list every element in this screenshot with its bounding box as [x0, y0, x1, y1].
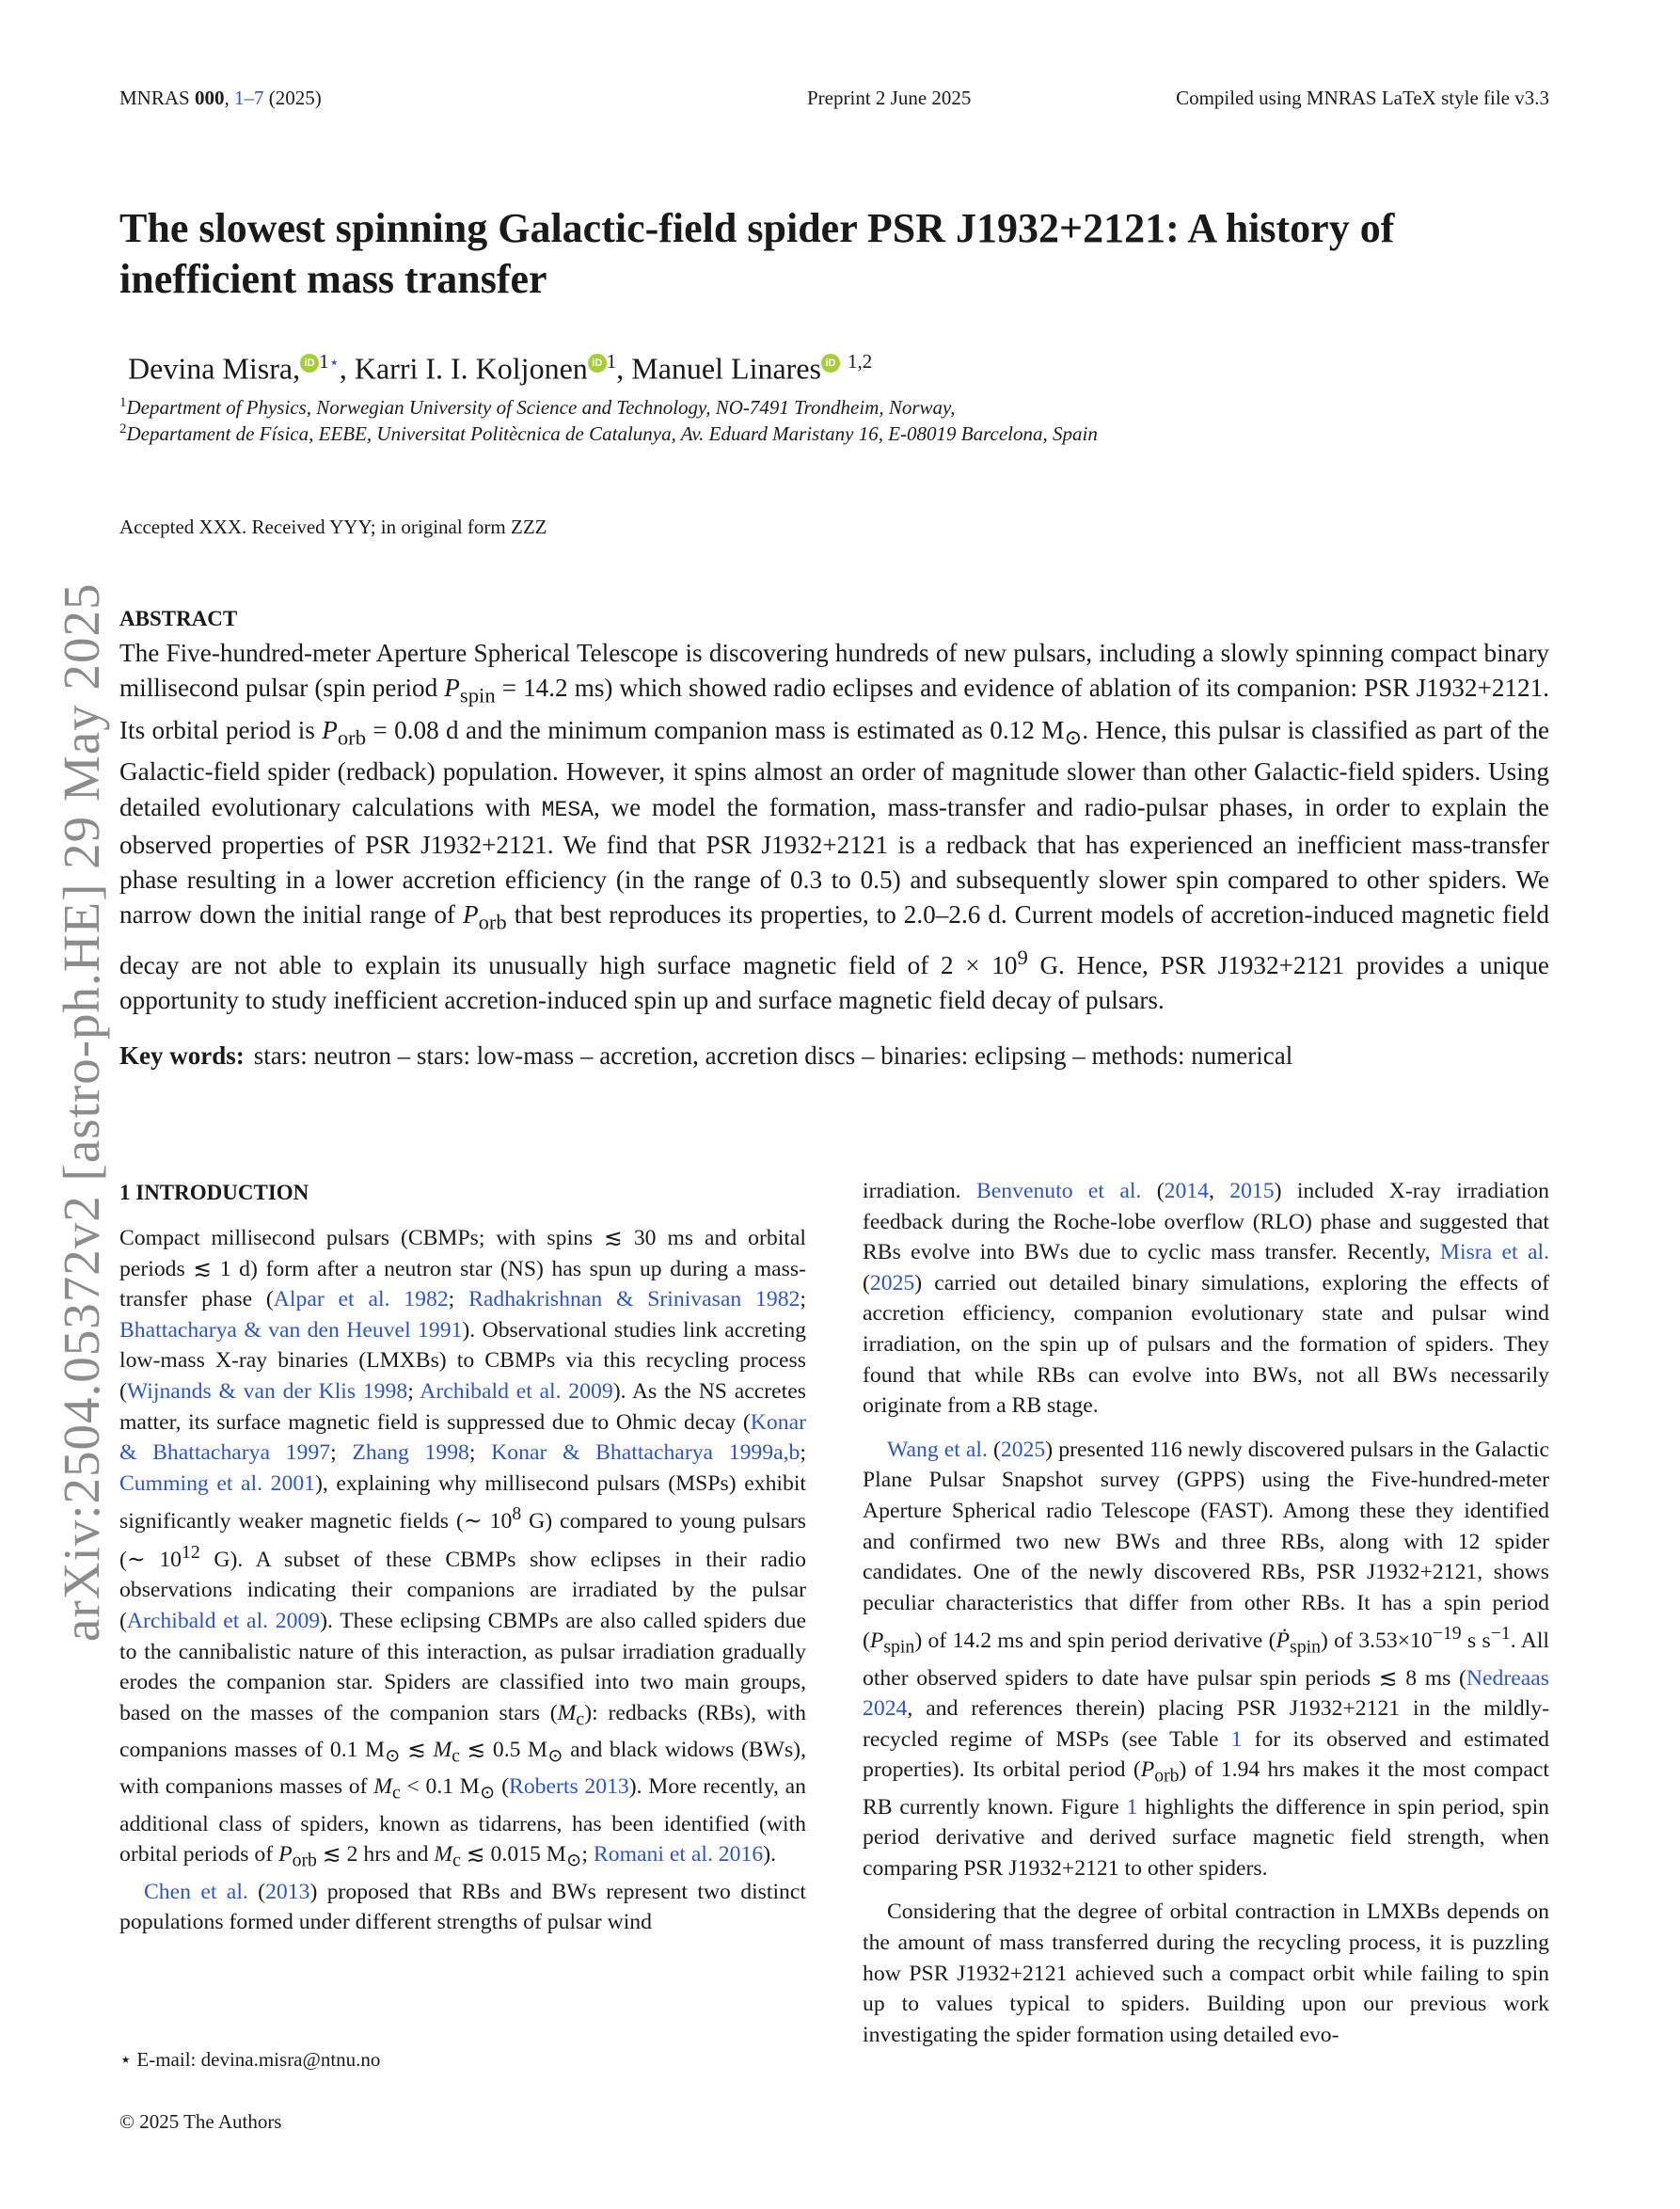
footnote-email: ⋆ E-mail: devina.misra@ntnu.no	[119, 2048, 381, 2071]
accepted-line: Accepted XXX. Received YYY; in original form ZZZ	[119, 516, 547, 538]
author-name: Manuel Linares	[631, 351, 821, 386]
affiliation-1: $^1$Department of Physics, Norwegian University of Science and Technology, NO-7491 Trondheim, Norway,	[119, 395, 956, 419]
intro-right-column: irradiation. Benvenuto et al. (2014, 2015) included X-ray irradiation feedback during the Roche-lobe overflow (RLO) phase and suggested that RBs evolve into BWs due to cyclic mass transfer. Recently, Misra et al. (2025) carried out detailed binary simulations, exploring the effects of accretion efficiency, companion evolutionary state and pulsar wind irradiation, on the spin up of pulsars and the formation of spiders. They found that while RBs can evolve into BWs, not all BWs necessarily originate from a RB stage. Wang et al. (2025) presented 116 newly discovered pulsars in the Galactic Plane Pulsar Snapshot survey (GPPS) using the Five-hundred-meter Aperture Spherical radio Telescope (FAST). Among these they identified and confirmed two new BWs and three RBs, along with 12 spider candidates. One of the newly discovered RBs, PSR J1932+2121, shows peculiar characteristics that differ from other RBs. It has a spin period $(P_{spin})$ of 14.2 ms and spin period derivative (Ṗ$_{spin}$) of $3.53\times 10^{-19}$ s $s^{-1}$. All other observed spiders to date have pulsar spin periods ≲ 8 ms (Nedreaas 2024, and references therein) placing PSR J1932+2121 in the mildly-recycled regime of MSPs (see Table 1 for its observed and estimated properties). Its orbital period $(P_{orb})$ of 1.94 hrs makes it the most compact RB currently known. Figure 1 highlights the difference in spin period, spin period derivative and derived surface magnetic field strength, when comparing PSR J1932+2121 to other spiders. Considering that the degree of orbital contraction in LMXBs depends on the amount of mass transferred during the recycling process, it is puzzling how PSR J1932+2121 achieved such a compact orbit while failing to spin up to values typical to spiders. Building upon our previous work investigating the spider formation using detailed evo-	[863, 1179, 1550, 2047]
author-name: Devina Misra,	[128, 351, 301, 386]
author-name: Karri I. I. Koljonen	[354, 351, 588, 386]
orcid-icon[interactable]: iD	[300, 354, 319, 373]
page-range-link[interactable]: 1–7	[233, 87, 264, 109]
section-heading-introduction: 1 INTRODUCTION	[119, 1181, 309, 1204]
abstract-body: The Five-hundred-meter Aperture Spherical Telescope is discovering hundreds of new pulsars, including a slowly spinning compact binary millisecond pulsar (spin period $P_{spin} = 14.2$ ms) which showed radio eclipses and evidence of ablation of its companion: PSR J1932+2121. Its orbital period is $P_{orb} = 0.08$ d and the minimum companion mass is estimated as 0.12 $M_⊙$. Hence, this pulsar is classified as part of the Galactic-field spider (redback) population. However, it spins almost an order of magnitude slower than other Galactic-field spiders. Using detailed evolutionary calculations with MESA, we model the formation, mass-transfer and radio-pulsar phases, in order to explain the observed properties of PSR J1932+2121. We find that PSR J1932+2121 is a redback that has experienced an inefficient mass-transfer phase resulting in a lower accretion efficiency (in the range of 0.3 to 0.5) and subsequently slower spin compared to other spiders. We narrow down the initial range of $P_{orb}$ that best reproduces its properties, to 2.0–2.6 d. Current models of accretion-induced magnetic field decay are not able to explain its unusually high surface magnetic field of $2 \times 10^9$ G. Hence, PSR J1932+2121 provides a unique opportunity to study inefficient accretion-induced spin up and surface magnetic field decay of pulsars.	[119, 639, 1550, 1015]
orcid-icon[interactable]: iD	[588, 354, 607, 373]
abstract-heading: ABSTRACT	[119, 607, 238, 630]
preprint-date: Preprint 2 June 2025	[807, 87, 972, 109]
copyright: © 2025 The Authors	[119, 2110, 282, 2133]
intro-left-column: Compact millisecond pulsars (CBMPs; with spins ≲ 30 ms and orbital periods ≲ 1 d) form after a neutron star (NS) has spun up during a mass-transfer phase (Alpar et al. 1982; Radhakrishnan & Srinivasan 1982; Bhattacharya & van den Heuvel 1991). Observational studies link accreting low-mass X-ray binaries (LMXBs) to CBMPs via this recycling process (Wijnands & van der Klis 1998; Archibald et al. 2009). As the NS accretes matter, its surface magnetic field is suppressed due to Ohmic decay (Konar & Bhattacharya 1997; Zhang 1998; Konar & Bhattacharya 1999a,b; Cumming et al. 2001), explaining why millisecond pulsars (MSPs) exhibit significantly weaker magnetic fields (∼ $10^8$ G) compared to young pulsars (∼ $10^{12}$ G). A subset of these CBMPs show eclipses in their radio observations indicating their companions are irradiated by the pulsar (Archibald et al. 2009). These eclipsing CBMPs are also called spiders due to the cannibalistic nature of this interaction, as pulsar irradiation gradually erodes the companion star. Spiders are classified into two main groups, based on the masses of the companion stars $(M_c)$: redbacks (RBs), with companions masses of 0.1 $M_⊙$ ≲ $M_c$ ≲ 0.5 $M_⊙$ and black widows (BWs), with companions masses of $M_c < 0.1$ $M_⊙$ (Roberts 2013). More recently, an additional class of spiders, known as tidarrens, has been identified (with orbital periods of $P_{orb}$ ≲ 2 hrs and $M_c$ ≲ 0.015 $M_⊙$; Romani et al. 2016). Chen et al. (2013) proposed that RBs and BWs represent two distinct populations formed under different strengths of pulsar wind	[119, 1226, 807, 1935]
paper-title: The slowest spinning Galactic-field spider PSR J1932+2121: A history of inefficient mass transfer	[119, 205, 1395, 302]
orcid-icon[interactable]: iD	[821, 354, 840, 373]
author-list: Devina Misra, iD $^{1⋆}$, Karri I. I. Koljonen iD $^1$, Manuel Linares iD $^{1,2}$	[128, 350, 873, 386]
keywords: Key words: stars: neutron – stars: low-mass – accretion, accretion discs – binaries: eclipsing – methods: numerical	[119, 1041, 1293, 1070]
compiled-note: Compiled using MNRAS LaTeX style file v3.3	[1176, 87, 1549, 109]
affiliation-2: $^2$Departament de Física, EEBE, Universitat Politècnica de Catalunya, Av. Eduard Maristany 16, E-08019 Barcelona, Spain	[119, 421, 1098, 445]
corresponding-star-link[interactable]: ⋆	[328, 353, 340, 372]
running-header-journal: MNRAS 000, 1–7 (2025)	[119, 87, 322, 109]
arxiv-stamp: arXiv:2504.05372v2 [astro-ph.HE] 29 May 2025	[53, 582, 110, 1642]
